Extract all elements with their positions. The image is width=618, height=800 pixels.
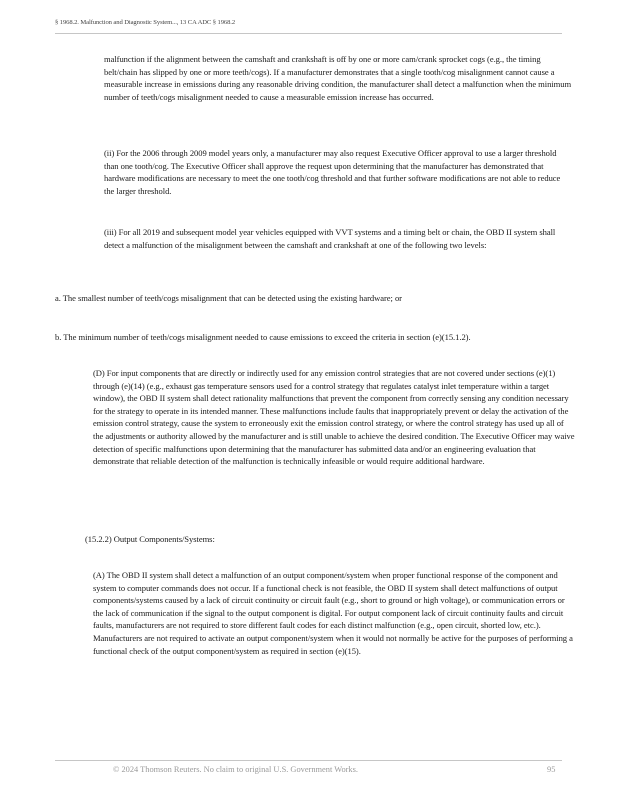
paragraph-b-minimum-misalignment: b. The minimum number of teeth/cogs misalignment needed to cause emissions to exceed the criteria in section (e)(15.1.2).: [55, 332, 471, 342]
paragraph-a-smallest-misalignment: a. The smallest number of teeth/cogs misalignment that can be detected using the existing hardware; or: [55, 293, 402, 303]
paragraph-a-output-component-malfunction: (A) The OBD II system shall detect a malfunction of an output component/system when proper functional response of the component and system to computer commands does not occur. If a functional check is not feasible, the OBD II system shall detect malfunctions of output components/systems caused by a lack of circuit continuity or circuit fault (e.g., short to ground or high voltage), or communication errors or the lack of communication if the signal to the output component is digital. For output component lack of circuit continuity faults and circuit faults, manufacturers are not required to store different fault codes for each distinct malfunction (e.g., open circuit, shorted low, etc.). Manufacturers are not required to activate an output component/system when it would not normally be active for the purposes of performing a functional check of the output component/system as required in section (e)(15).: [93, 570, 573, 656]
paragraph-iii-vvt-systems: (iii) For all 2019 and subsequent model year vehicles equipped with VVT systems and a timing belt or chain, the OBD II system shall detect a malfunction of the misalignment between the camshaft and crankshaft at one of the following two levels:: [104, 227, 556, 250]
section-heading-output-components: (15.2.2) Output Components/Systems:: [85, 534, 215, 544]
footer-copyright: © 2024 Thomson Reuters. No claim to original U.S. Government Works.: [113, 765, 358, 774]
header-divider: [55, 33, 562, 34]
paragraph-d-input-components: (D) For input components that are directly or indirectly used for any emission control strategies that are not covered under sections (e)(1) through (e)(14) (e.g., exhaust gas temperature sensors used for a control strategy that regulates catalyst inlet temperature within a target window), the OBD II system shall detect rationality malfunctions that prevent the component from correctly sensing any condition necessary for the strategy to operate in its intended manner. These malfunctions include faults that inappropriately prevent or delay the activation of the emission control strategy, cause the system to erroneously exit the emission control strategy, or where the control strategy has used up all of the adjustments or authority allowed by the manufacturer and is still unable to achieve the desired condition. The Executive Officer may waive detection of specific malfunctions upon determining that the manufacturer has submitted data and/or an engineering evaluation that demonstrate that reliable detection of the malfunction is technically infeasible or would require additional hardware.: [93, 368, 575, 467]
paragraph-camshaft-misalignment-continued: malfunction if the alignment between the camshaft and crankshaft is off by one or more cam/crank sprocket cogs (e.g., the timing belt/chain has slipped by one or more teeth/cogs). If a manufacturer demonstrates that a single tooth/cog misalignment cannot cause a measurable increase in emissions during any reasonable driving condition, the manufacturer shall detect a malfunction when the minimum number of teeth/cogs misalignment needed to cause a measurable emission increase has occurred.: [104, 54, 572, 102]
running-header: § 1968.2. Malfunction and Diagnostic System..., 13 CA ADC § 1968.2: [55, 19, 236, 26]
paragraph-ii-larger-threshold: (ii) For the 2006 through 2009 model years only, a manufacturer may also request Executive Officer approval to use a larger threshold than one tooth/cog. The Executive Officer shall approve the request upon determining that the manufacturer has demonstrated that hardware modifications are necessary to meet the one tooth/cog threshold and that further software modifications are not able to reduce the larger threshold.: [104, 148, 561, 196]
footer-divider: [55, 760, 562, 761]
page-number: 95: [547, 765, 556, 774]
